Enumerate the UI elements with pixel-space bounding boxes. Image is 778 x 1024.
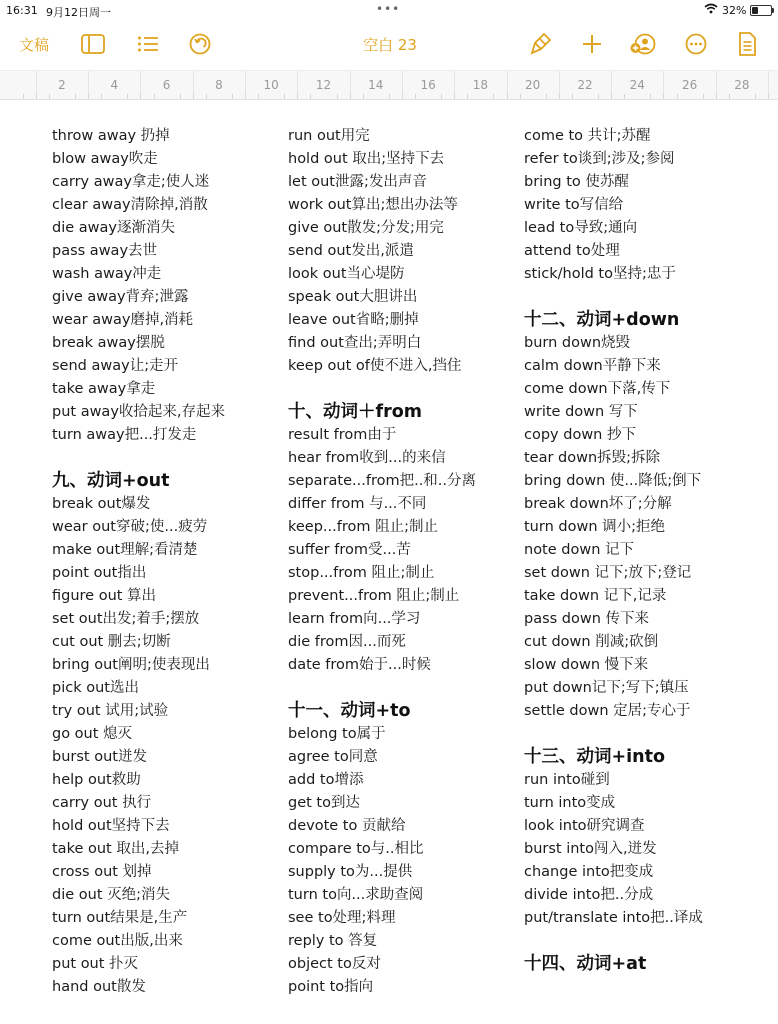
phrase-line: point out指出 xyxy=(52,565,147,581)
phrase-line: go out 熄灭 xyxy=(52,726,133,742)
phrase-line: look out当心堤防 xyxy=(288,266,405,282)
phrase-line: send away让;走开 xyxy=(52,358,179,374)
toolbar xyxy=(0,22,778,66)
phrase-line: pick out选出 xyxy=(52,680,139,696)
phrase-line: break out爆发 xyxy=(52,496,151,512)
phrase-line: send out发出,派遣 xyxy=(288,243,414,259)
section-heading: 十二、动词+down xyxy=(524,310,680,330)
phrase-line: write down 写下 xyxy=(524,404,638,420)
phrase-line: bring out阐明;使表现出 xyxy=(52,657,210,673)
phrase-line: suffer from受...苦 xyxy=(288,542,411,558)
ruler-minor-tick xyxy=(337,94,338,99)
phrase-line: point to指向 xyxy=(288,979,374,995)
list-icon[interactable] xyxy=(135,32,161,56)
phrase-line: break down坏了;分解 xyxy=(524,496,672,512)
ruler-minor-tick xyxy=(454,94,455,99)
phrase-line: hear from收到...的来信 xyxy=(288,450,446,466)
ruler-minor-tick xyxy=(507,94,508,99)
phrase-line: throw away 扔掉 xyxy=(52,128,170,144)
phrase-line: run into碰到 xyxy=(524,772,610,788)
ruler-tick-label: 6 xyxy=(162,78,171,92)
section-heading: 十一、动词+to xyxy=(288,701,411,721)
phrase-line: devote to 贡献给 xyxy=(288,818,406,834)
phrase-line: keep...from 阻止;制止 xyxy=(288,519,438,535)
text-column-3[interactable] xyxy=(524,125,754,976)
ruler-minor-tick xyxy=(441,94,442,99)
ruler-minor-tick xyxy=(310,94,311,99)
ruler-minor-tick xyxy=(154,94,155,99)
phrase-line: turn away把...打发走 xyxy=(52,427,197,443)
phrase-line: wear away磨掉,消耗 xyxy=(52,312,194,328)
ruler-minor-tick xyxy=(624,94,625,99)
phrase-line: look into研究调查 xyxy=(524,818,645,834)
phrase-line: slow down 慢下来 xyxy=(524,657,649,673)
undo-icon[interactable] xyxy=(188,32,212,56)
phrase-line: speak out大胆讲出 xyxy=(288,289,418,305)
phrase-line: reply to 答复 xyxy=(288,933,378,949)
ruler-minor-tick xyxy=(140,94,141,99)
ruler-minor-tick xyxy=(389,94,390,99)
text-column-2[interactable] xyxy=(288,125,518,999)
ruler-minor-tick xyxy=(232,94,233,99)
phrase-line: bring to 使苏醒 xyxy=(524,174,629,190)
ruler-minor-tick xyxy=(23,94,24,99)
text-column-1[interactable] xyxy=(52,125,282,999)
phrase-line: help out救助 xyxy=(52,772,141,788)
ruler-minor-tick xyxy=(402,94,403,99)
phrase-line: burn down烧毁 xyxy=(524,335,631,351)
phrase-line: turn down 调小;拒绝 xyxy=(524,519,665,535)
ruler-tick-label: 28 xyxy=(734,78,750,92)
sidebar-icon[interactable] xyxy=(80,32,106,56)
ruler-minor-tick xyxy=(716,94,717,99)
phrase-line: wash away冲走 xyxy=(52,266,162,282)
ruler-tick-label: 20 xyxy=(525,78,541,92)
battery-percent: 32% xyxy=(722,4,747,17)
phrase-line: wear out穿破;使...疲劳 xyxy=(52,519,208,535)
phrase-line: die from因...而死 xyxy=(288,634,406,650)
phrase-line: lead to导致;通向 xyxy=(524,220,638,236)
phrase-line: hand out散发 xyxy=(52,979,146,995)
ruler-tick-label: 4 xyxy=(110,78,119,92)
phrase-line: cut out 删去;切断 xyxy=(52,634,171,650)
status-bar xyxy=(0,0,778,22)
phrase-line: refer to谈到;涉及;参阅 xyxy=(524,151,675,167)
phrase-line: carry out 执行 xyxy=(52,795,152,811)
ruler-minor-tick xyxy=(180,94,181,99)
phrase-line: try out 试用;试验 xyxy=(52,703,169,719)
ruler-minor-tick xyxy=(520,94,521,99)
ruler-minor-tick xyxy=(546,94,547,99)
ruler[interactable] xyxy=(0,70,778,100)
ruler-minor-tick xyxy=(193,94,194,99)
phrase-line: agree to同意 xyxy=(288,749,378,765)
phrase-line: result from由于 xyxy=(288,427,397,443)
phrase-line: set out出发;着手;摆放 xyxy=(52,611,200,627)
ruler-tick-label: 26 xyxy=(681,78,698,92)
ruler-tick-label: 12 xyxy=(315,78,332,92)
ruler-minor-tick xyxy=(598,94,599,99)
ruler-minor-tick xyxy=(206,94,207,99)
phrase-line: hold out坚持下去 xyxy=(52,818,170,834)
section-heading: 九、动词+out xyxy=(52,471,170,491)
ruler-tick-label: 24 xyxy=(629,78,645,92)
phrase-line: blow away吹走 xyxy=(52,151,158,167)
phrase-line: note down 记下 xyxy=(524,542,635,558)
phrase-line: divide into把..分成 xyxy=(524,887,654,903)
ruler-minor-tick xyxy=(127,94,128,99)
document-icon[interactable] xyxy=(736,32,758,56)
phrase-line: give away背弃;泄露 xyxy=(52,289,189,305)
phrase-line: take down 记下,记录 xyxy=(524,588,667,604)
phrase-line: date from始于...时候 xyxy=(288,657,431,673)
ruler-minor-tick xyxy=(363,94,364,99)
phrase-line: put out 扑灭 xyxy=(52,956,139,972)
phrase-line: see to处理;料理 xyxy=(288,910,396,926)
phrase-line: cross out 划掉 xyxy=(52,864,152,880)
phrase-line: change into把变成 xyxy=(524,864,654,880)
phrase-line: take away拿走 xyxy=(52,381,156,397)
ruler-minor-tick xyxy=(467,94,468,99)
document-title[interactable]: 空白 23 xyxy=(363,35,417,54)
phrase-line: come down下落,传下 xyxy=(524,381,671,397)
phrase-line: give out散发;分发;用完 xyxy=(288,220,444,236)
ruler-minor-tick xyxy=(572,94,573,99)
ruler-minor-tick xyxy=(36,94,37,99)
phrase-line: add to增添 xyxy=(288,772,364,788)
ruler-minor-tick xyxy=(663,94,664,99)
phrase-line: put down记下;写下;镇压 xyxy=(524,680,689,696)
phrase-line: hold out 取出;坚持下去 xyxy=(288,151,445,167)
wifi-icon xyxy=(704,3,718,17)
ruler-minor-tick xyxy=(729,94,730,99)
ruler-tick-label: 10 xyxy=(263,78,279,92)
ruler-minor-tick xyxy=(415,94,416,99)
phrase-line: burst into闯入,迸发 xyxy=(524,841,657,857)
ruler-minor-tick xyxy=(284,94,285,99)
phrase-line: prevent...from 阻止;制止 xyxy=(288,588,460,604)
phrase-line: come out出版,出来 xyxy=(52,933,183,949)
ruler-minor-tick xyxy=(245,94,246,99)
ruler-tick-label: 22 xyxy=(577,78,593,92)
phrase-line: carry away拿走;使人迷 xyxy=(52,174,210,190)
ruler-minor-tick xyxy=(493,94,494,99)
phrase-line: belong to属于 xyxy=(288,726,386,742)
phrase-line: compare to与..相比 xyxy=(288,841,424,857)
phrase-line: get to到达 xyxy=(288,795,360,811)
section-heading: 十、动词＋from xyxy=(288,402,423,422)
phrase-line: bring down 使...降低;倒下 xyxy=(524,473,702,489)
phrase-line: make out理解;看清楚 xyxy=(52,542,198,558)
ruler-tick-label: 18 xyxy=(472,78,489,92)
section-heading: 十四、动词+at xyxy=(524,954,647,974)
phrase-line: die away逐渐消失 xyxy=(52,220,175,236)
phrase-line: write to写信给 xyxy=(524,197,624,213)
phrase-line: stick/hold to坚持;忠于 xyxy=(524,266,676,282)
multitask-dots-icon[interactable]: ••• xyxy=(376,2,401,16)
phrase-line: leave out省略;删掉 xyxy=(288,312,419,328)
phrase-line: break away摆脱 xyxy=(52,335,165,351)
ruler-minor-tick xyxy=(755,94,756,99)
phrase-line: cut down 削减;砍倒 xyxy=(524,634,659,650)
section-heading: 十三、动词+into xyxy=(524,747,666,767)
status-time: 16:31 xyxy=(6,4,38,17)
phrase-line: copy down 抄下 xyxy=(524,427,636,443)
phrase-line: settle down 定居;专心于 xyxy=(524,703,691,719)
ruler-minor-tick xyxy=(49,94,50,99)
phrase-line: tear down拆毁;拆除 xyxy=(524,450,661,466)
ruler-tick-label: 16 xyxy=(420,78,436,92)
ruler-tick-label: 8 xyxy=(215,78,223,92)
phrase-line: object to反对 xyxy=(288,956,381,972)
phrase-line: keep out of使不进入,挡住 xyxy=(288,358,462,374)
phrase-line: turn to向...求助查阅 xyxy=(288,887,424,903)
phrase-line: die out 灭绝;消失 xyxy=(52,887,171,903)
documents-button[interactable]: 文稿 xyxy=(19,35,50,54)
phrase-line: work out算出;想出办法等 xyxy=(288,197,458,213)
phrase-line: differ from 与...不同 xyxy=(288,496,427,512)
ruler-minor-tick xyxy=(559,94,560,99)
ruler-minor-tick xyxy=(101,94,102,99)
phrase-line: pass down 传下来 xyxy=(524,611,650,627)
phrase-line: stop...from 阻止;制止 xyxy=(288,565,435,581)
phrase-line: take out 取出,去掉 xyxy=(52,841,179,857)
ruler-minor-tick xyxy=(677,94,678,99)
format-brush-icon[interactable] xyxy=(529,32,553,56)
phrase-line: set down 记下;放下;登记 xyxy=(524,565,692,581)
phrase-line: turn into变成 xyxy=(524,795,616,811)
phrase-line: attend to处理 xyxy=(524,243,620,259)
phrase-line: calm down平静下来 xyxy=(524,358,661,374)
phrase-line: turn out结果是,生产 xyxy=(52,910,188,926)
ruler-minor-tick xyxy=(88,94,89,99)
phrase-line: learn from向...学习 xyxy=(288,611,421,627)
battery-icon xyxy=(750,5,772,16)
ruler-tick-label: 14 xyxy=(368,78,384,92)
more-icon[interactable] xyxy=(684,32,708,56)
phrase-line: pass away去世 xyxy=(52,243,158,259)
plus-icon[interactable] xyxy=(581,32,603,56)
ruler-minor-tick xyxy=(75,94,76,99)
ruler-minor-tick xyxy=(768,94,769,99)
phrase-line: find out查出;弄明白 xyxy=(288,335,422,351)
phrase-line: come to 共计;苏醒 xyxy=(524,128,651,144)
ruler-tick-label: 2 xyxy=(58,78,66,92)
collaborate-icon[interactable] xyxy=(630,32,656,56)
phrase-line: separate...from把..和..分离 xyxy=(288,473,477,489)
ruler-minor-tick xyxy=(350,94,351,99)
status-date: 9月12日周一 xyxy=(46,6,111,19)
phrase-line: figure out 算出 xyxy=(52,588,157,604)
phrase-line: run out用完 xyxy=(288,128,370,144)
ruler-minor-tick xyxy=(703,94,704,99)
phrase-line: put/translate into把..译成 xyxy=(524,910,703,926)
phrase-line: let out泄露;发出声音 xyxy=(288,174,427,190)
phrase-line: put away收拾起来,存起来 xyxy=(52,404,226,420)
phrase-line: burst out迸发 xyxy=(52,749,147,765)
phrase-line: supply to为...提供 xyxy=(288,864,413,880)
ruler-minor-tick xyxy=(258,94,259,99)
phrase-line: clear away清除掉,消散 xyxy=(52,197,208,213)
ruler-minor-tick xyxy=(611,94,612,99)
ruler-minor-tick xyxy=(297,94,298,99)
ruler-minor-tick xyxy=(650,94,651,99)
